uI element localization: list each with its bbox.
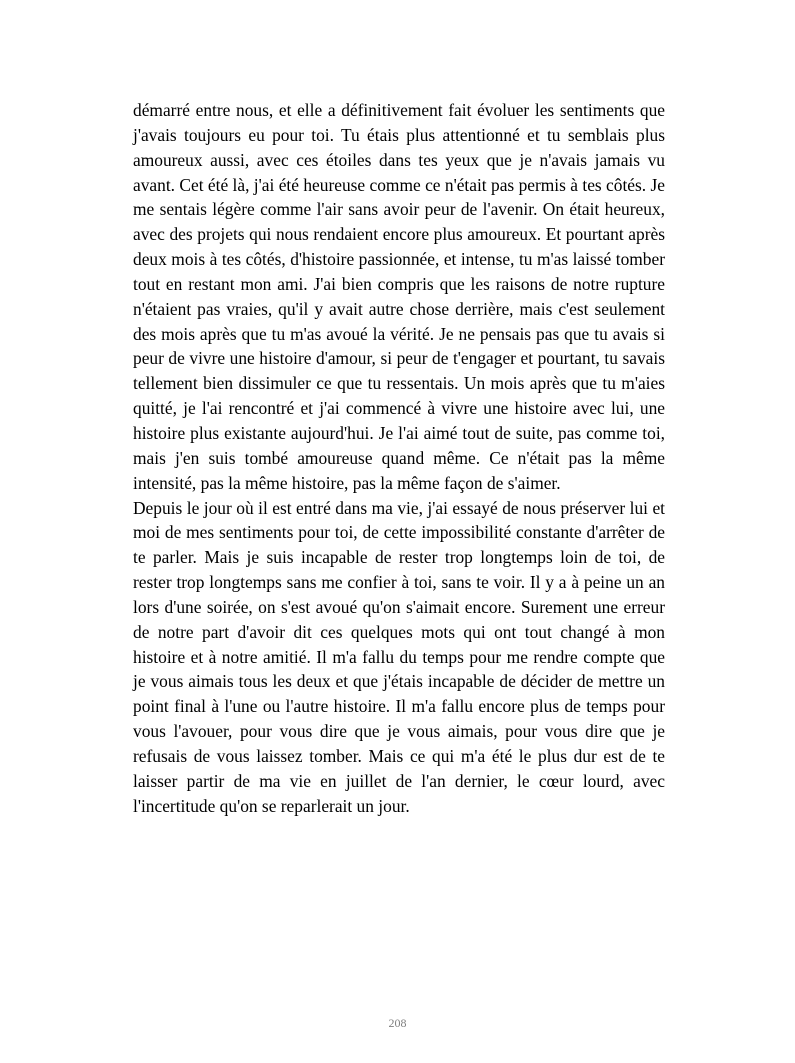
paragraph: démarré entre nous, et elle a définitivement fait évoluer les sentiments que j'avais toujours eu pour toi. Tu étais plus attentionné et tu semblais plus amoureux aussi, avec ces étoiles dans tes yeux que je n'avais jamais vu avant. Cet été là, j'ai été heureuse comme ce n'était pas permis à tes côtés. Je me sentais légère comme l'air sans avoir peur de l'avenir. On était heureux, avec des projets qui nous rendaient encore plus amoureux. Et pourtant après deux mois à tes côtés, d'histoire passionnée, et intense, tu m'as laissé tomber tout en restant mon ami. J'ai bien compris que les raisons de notre rupture n'étaient pas vraies, qu'il y avait autre chose derrière, mais c'est seulement des mois après que tu m'as avoué la vérité. Je ne pensais pas que tu avais si peur de vivre une histoire d'amour, si peur de t'engager et pourtant, tu savais tellement bien dissimuler ce que tu ressentais. Un mois après que tu m'aies quitté, je l'ai rencontré et j'ai commencé à vivre une histoire avec lui, une histoire plus existante aujourd'hui. Je l'ai aimé tout de suite, pas comme toi, mais j'en suis tombé amoureuse quand même. Ce n'était pas la même intensité, pas la même histoire, pas la même façon de s'aimer. (133, 100, 665, 493)
paragraph: Depuis le jour où il est entré dans ma vie, j'ai essayé de nous préserver lui et moi de mes sentiments pour toi, de cette impossibilité constante d'arrêter de te parler. Mais je suis incapable de rester trop longtemps loin de toi, de rester trop longtemps sans me confier à toi, sans te voir. Il y a à peine un an lors d'une soirée, on s'est avoué qu'on s'aimait encore. Surement une erreur de notre part d'avoir dit ces quelques mots qui ont tout changé à mon histoire et à notre amitié. Il m'a fallu du temps pour me rendre compte que je vous aimais tous les deux et que j'étais incapable de décider de mettre un point final à l'une ou l'autre histoire. Il m'a fallu encore plus de temps pour vous l'avouer, pour vous dire que je vous aimais, pour vous dire que je refusais de vous laissez tomber. Mais ce qui m'a été le plus dur est de te laisser partir de ma vie en juillet de l'an dernier, le cœur lourd, avec l'incertitude qu'on se reparlerait un jour. (133, 497, 665, 816)
body-text (133, 98, 665, 818)
page-number: 208 (388, 1016, 407, 1030)
